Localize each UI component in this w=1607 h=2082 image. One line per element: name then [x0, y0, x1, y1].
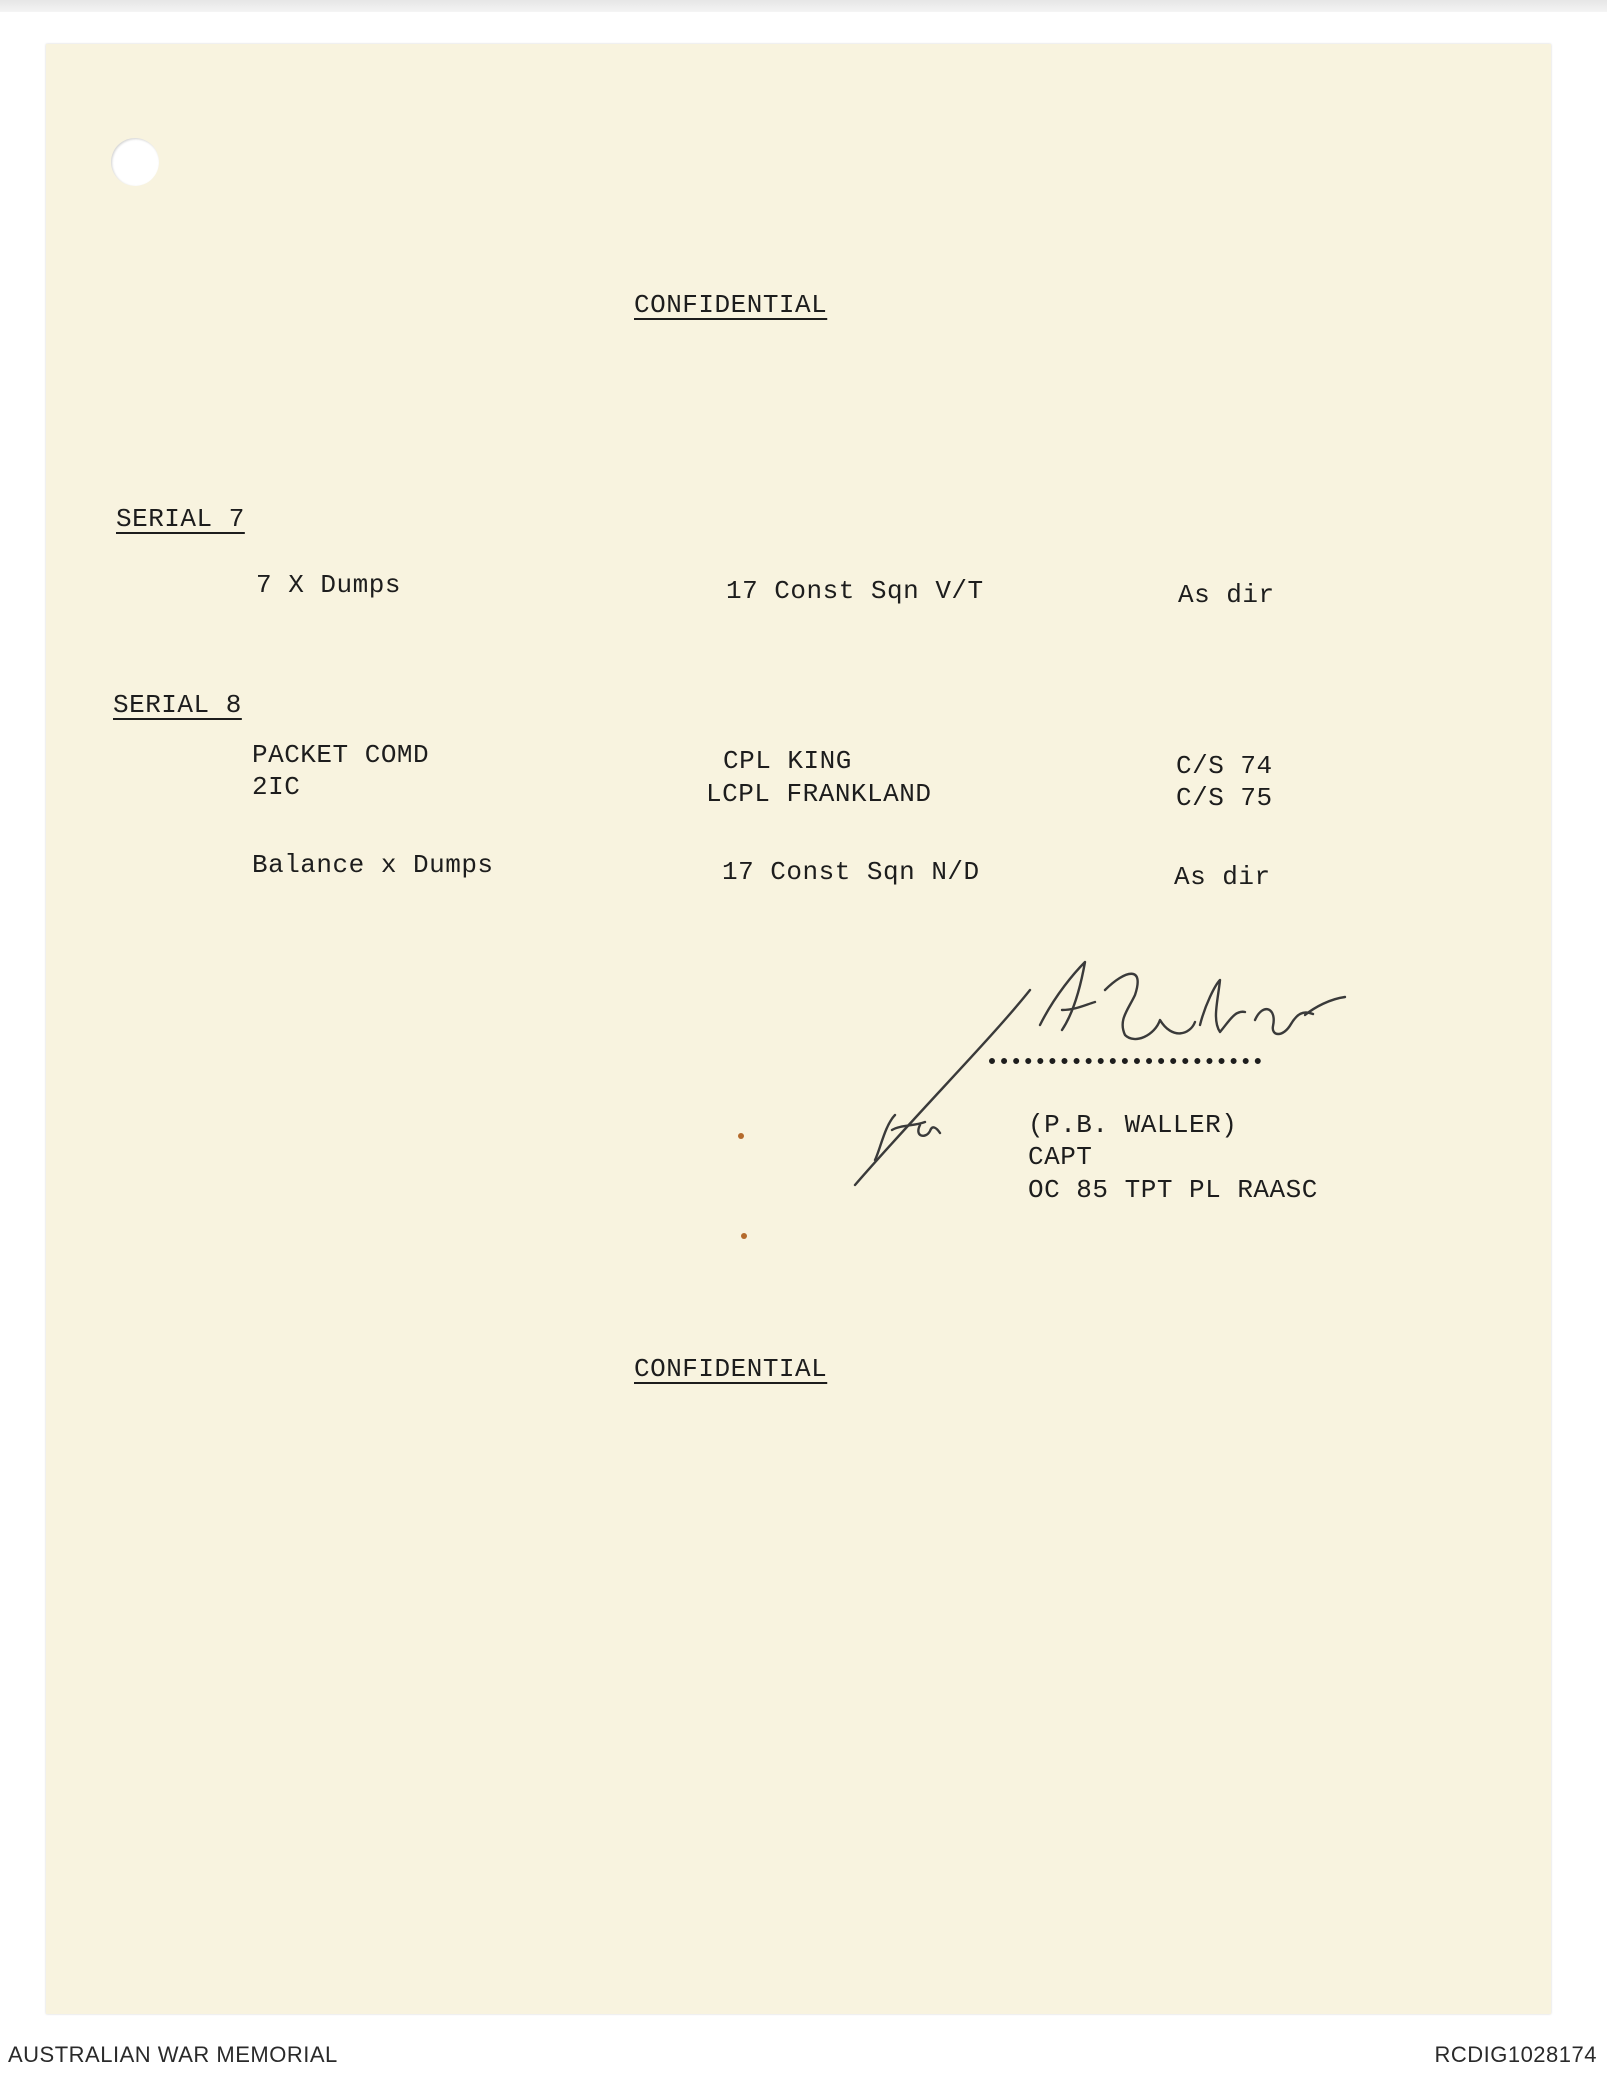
- serial-8-heading: SERIAL 8: [113, 690, 242, 720]
- confidential-header: CONFIDENTIAL: [634, 290, 828, 320]
- signatory-name: (P.B. WALLER): [1028, 1110, 1238, 1140]
- serial-7-unit: 17 Const Sqn V/T: [726, 576, 984, 606]
- serial-8-unit-1: CPL KING: [723, 746, 852, 776]
- serial-7-heading: SERIAL 7: [116, 504, 245, 534]
- serial-8-unit-2: LCPL FRANKLAND: [706, 779, 932, 809]
- confidential-footer: CONFIDENTIAL: [634, 1354, 828, 1384]
- punch-hole: [111, 138, 159, 186]
- signatory-rank: CAPT: [1028, 1142, 1093, 1172]
- serial-8-remark-2: C/S 75: [1176, 783, 1273, 813]
- archive-credit: AUSTRALIAN WAR MEMORIAL: [8, 2042, 338, 2067]
- serial-8-remark-3: As dir: [1174, 862, 1271, 892]
- archive-id: RCDIG1028174: [1434, 2042, 1597, 2067]
- signature-line: [989, 1058, 1261, 1064]
- serial-8-unit-3: 17 Const Sqn N/D: [722, 857, 980, 887]
- serial-8-item-3: Balance x Dumps: [252, 850, 494, 880]
- serial-8-item-1: PACKET COMD: [252, 740, 430, 770]
- serial-8-remark-1: C/S 74: [1176, 751, 1273, 781]
- serial-7-item: 7 X Dumps: [256, 570, 401, 600]
- rust-spot: [738, 1133, 744, 1139]
- serial-8-item-2: 2IC: [252, 772, 301, 802]
- serial-7-remark: As dir: [1178, 580, 1275, 610]
- signatory-appointment: OC 85 TPT PL RAASC: [1028, 1175, 1318, 1205]
- scan-top-edge: [0, 0, 1607, 12]
- rust-spot: [741, 1233, 747, 1239]
